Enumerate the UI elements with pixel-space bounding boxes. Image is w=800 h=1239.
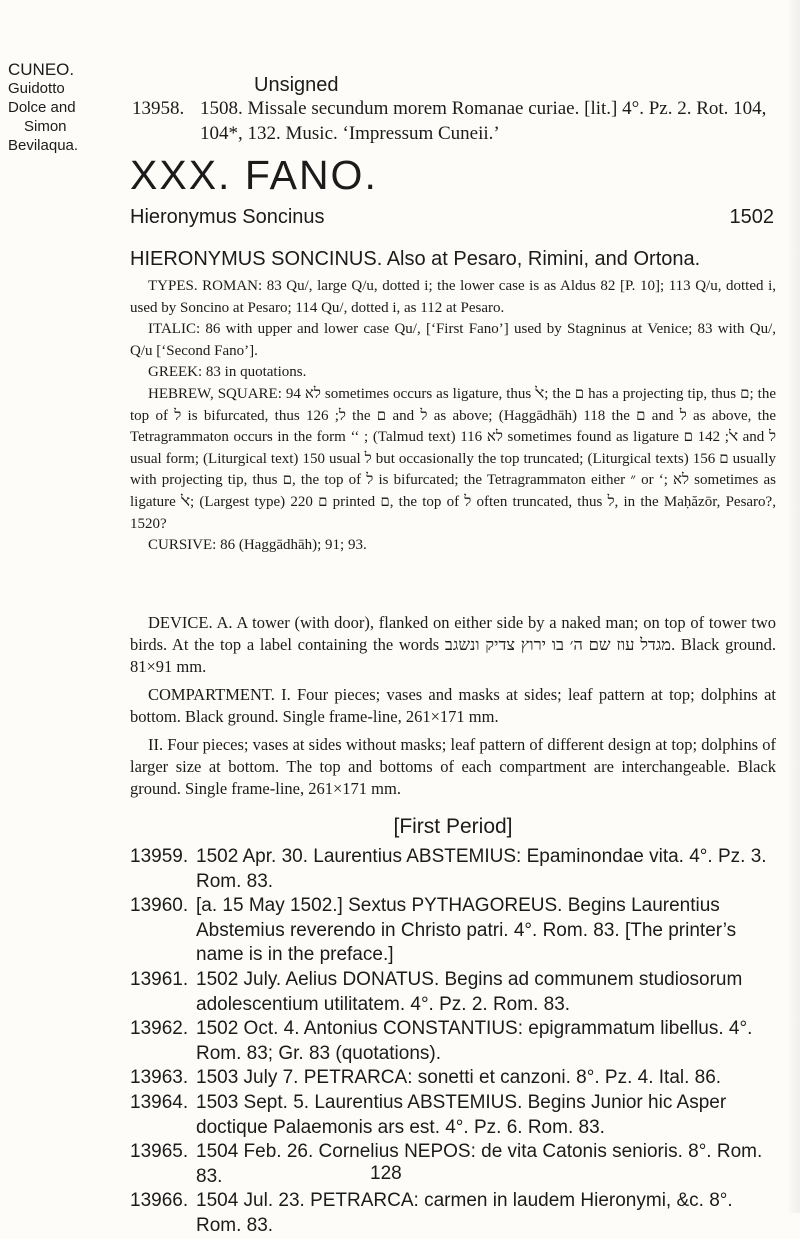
unsigned-heading: Unsigned: [254, 74, 339, 96]
types-greek: GREEK: 83 in quotations.: [148, 364, 307, 381]
list-item: [130, 1017, 780, 1066]
entry-text: 1502 Apr. 30. Laurentius ABSTEMIUS: Epaminondae vita. 4°. Pz. 3. Rom. 83.: [196, 846, 767, 892]
entry-text: 1503 Sept. 5. Laurentius ABSTEMIUS. Begins Junior hic Asper doctique Palaemonis ars est. 4°. Pz. 6. Rom. 83.: [196, 1091, 727, 1138]
margin-line: Bevilaqua.: [8, 137, 79, 154]
printer-line: [130, 206, 774, 229]
list-item: [130, 845, 780, 894]
entry-text: [a. 15 May 1502.] Sextus PYTHAGOREUS. Begins Laurentius Abstemius reverendo in Christo patri. 4°. Rom. 83. [The printer’s name is in the preface.]: [196, 895, 737, 966]
list-item: [130, 894, 780, 968]
entry-number: 13964.: [130, 1091, 189, 1113]
period-heading: [First Period]: [393, 815, 513, 838]
printer-date: 1502: [729, 206, 774, 228]
entry-number: 13960.: [130, 895, 189, 917]
entry-number: 13965.: [130, 1141, 189, 1163]
device-description: [130, 612, 776, 806]
entry-number: 13961.: [130, 968, 189, 990]
entry-text: 1502 Oct. 4. Antonius CONSTANTIUS: epigrammatum libellus. 4°. Rom. 83; Gr. 83 (quotations).: [196, 1018, 753, 1064]
types-description: [130, 276, 776, 557]
device-paragraph: DEVICE. A. A tower (with door), flanked on either side by a naked man; on top of tower two birds. At the top a label containing the words מגדל עוז שם ה׳ בו ירוץ צדיק ונשגב. Black ground. 81×91 mm.: [130, 613, 776, 676]
section-title: XXX. FANO.: [130, 152, 378, 198]
entry-number: 13963.: [130, 1067, 189, 1089]
entry-number: 13962.: [130, 1018, 189, 1040]
margin-line: Guidotto: [8, 80, 65, 97]
entry-number: 13959.: [130, 846, 189, 867]
types-cursive: CURSIVE: 86 (Haggādhāh); 91; 93.: [148, 537, 367, 554]
types-italic: ITALIC: 86 with upper and lower case Qu/, [‘First Fano’] used by Stagninus at Venice; 83 with Qu/, Q/u [‘Second Fano’].: [130, 321, 776, 359]
page-number: 128: [370, 1163, 402, 1184]
entry-text: 1508. Missale secundum morem Romanae curiae. [lit.] 4°. Pz. 2. Rot. 104, 104*, 132. Music. ‘Impressum Cuneii.’: [200, 98, 767, 144]
printer-margin-label: [8, 60, 116, 155]
compartment-two: II. Four pieces; vases at sides without masks; leaf pattern of different design at top; dolphins of larger size at bottom. The top and bottoms of each compartment are interchangeable. Black ground. Single frame-line, 261×171 mm.: [130, 735, 776, 798]
compartment-one: COMPARTMENT. I. Four pieces; vases and masks at sides; leaf pattern at top; dolphins at bottom. Black ground. Single frame-line, 261×171 mm.: [130, 685, 776, 726]
entry-number: 13958.: [132, 98, 185, 119]
printer-heading: HIERONYMUS SONCINUS. Also at Pesaro, Rimini, and Ortona.: [130, 248, 701, 270]
entry-text: 1504 Feb. 26. Cornelius NEPOS: de vita Catonis senioris. 8°. Rom. 83.: [196, 1141, 763, 1187]
margin-line: Dolce and: [8, 99, 76, 116]
list-item: [130, 1066, 780, 1091]
types-roman: TYPES. ROMAN: 83 Qu/, large Q/u, dotted i; the lower case is as Aldus 82 [P. 10]; 113 Q/u, dotted i, used by Soncino at Pesaro; 114 Qu/, dotted i, as 112 at Pesaro.: [130, 278, 776, 316]
entry-list: [130, 845, 780, 1239]
list-item: [130, 1189, 780, 1238]
entry-number: 13966.: [130, 1190, 189, 1212]
entry-text: 1503 July 7. PETRARCA: sonetti et canzoni. 8°. Pz. 4. Ital. 86.: [196, 1067, 722, 1089]
page-edge-shadow: [786, 0, 800, 1213]
types-hebrew: HEBREW, SQUARE: 94 לא sometimes occurs as ligature, thus ﭏ; the ם has a projecting tip, thus ם; the top of ל is bifurcated, thus ל; 126 the ם and ל as above; (Haggādhāh) 118 the ם and ל as above, the Tetragrammaton occurs in the form ‘‘ ; (Talmud text) 116 לא sometimes found as ligature ﭏ; 142 ם and ל usual form; (Liturgical text) 150 usual ל but occasionally the top truncated; (Liturgical texts) 156 ם usually with projecting tip, thus ם, the top of ל is bifurcated; the Tetragrammaton either ״ or ‘; לא sometimes as ligature ﭏ; (Largest type) 220 ם printed ם, the top of ל often truncated, thus ל, in the Maḥăzōr, Pesaro?, 1520?: [130, 385, 777, 532]
printer-name: Hieronymus Soncinus: [130, 206, 325, 228]
list-item: [130, 968, 780, 1017]
entry-text: 1502 July. Aelius DONATUS. Begins ad communem studiosorum adolescentium utilitatem. 4°. Pz. 2. Rom. 83.: [196, 968, 743, 1015]
entry-text: 1504 Jul. 23. PETRARCA: carmen in laudem Hieronymi, &c. 8°. Rom. 83.: [196, 1190, 733, 1236]
list-item: [130, 1091, 780, 1140]
margin-line: Simon: [24, 118, 67, 135]
list-item: [130, 1140, 780, 1189]
entry-13958: [132, 96, 772, 146]
margin-line: CUNEO.: [8, 60, 75, 79]
